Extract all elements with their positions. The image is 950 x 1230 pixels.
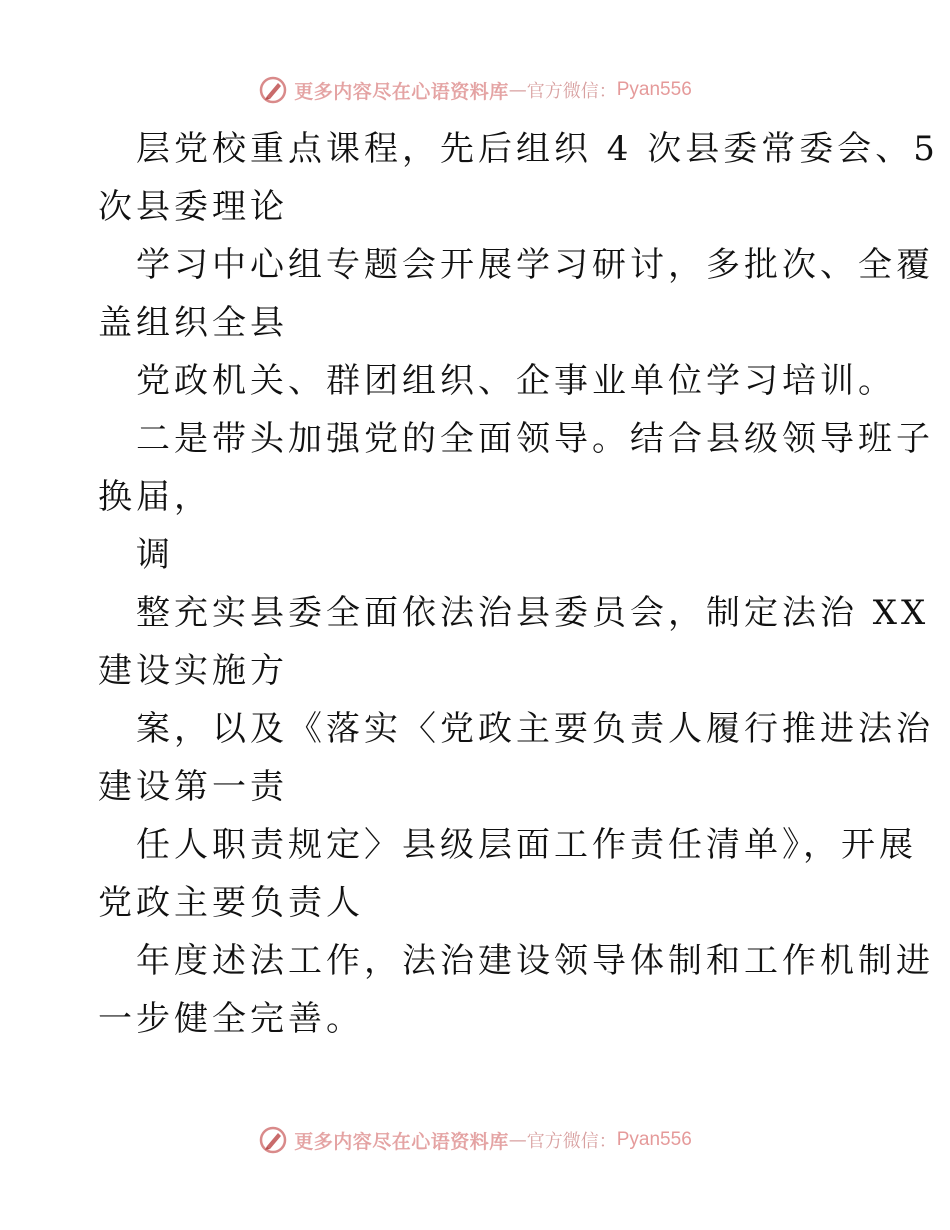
watermark-official-label: 官方微信：	[526, 1131, 617, 1152]
text-line: 党政机关、群团组织、企事业单位学习培训。	[136, 361, 896, 401]
pen-logo-icon	[258, 1125, 288, 1155]
watermark-wechat-id: Pyan556	[616, 1129, 692, 1150]
text-line: 二是带头加强党的全面领导。结合县级领导班子	[136, 419, 934, 459]
text-line: 次县委理论	[98, 187, 288, 227]
watermark-wechat-id: Pyan556	[616, 79, 692, 100]
text-line: 建设实施方	[98, 651, 288, 691]
watermark-text: 更多内容尽在心语资料库	[294, 1130, 509, 1153]
text-line: 党政主要负责人	[98, 883, 364, 923]
text-line: 整充实县委全面依法治县委员会，制定法治 XX	[136, 593, 930, 633]
text-line: 一步健全完善。	[98, 999, 364, 1039]
document-body	[98, 120, 939, 1048]
footer-watermark	[0, 1120, 950, 1160]
pen-logo-icon	[258, 75, 288, 105]
text-line: 任人职责规定〉县级层面工作责任清单》，开展	[136, 825, 917, 865]
watermark-separator: —	[508, 79, 527, 101]
text-line: 案，以及《落实〈党政主要负责人履行推进法治	[136, 709, 934, 749]
text-line: 换届，	[98, 477, 212, 517]
text-line: 层党校重点课程，先后组织 4 次县委常委会、5	[136, 129, 939, 169]
text-line: 盖组织全县	[98, 303, 288, 343]
text-line: 学习中心组专题会开展学习研讨，多批次、全覆	[136, 245, 934, 285]
header-watermark	[0, 70, 950, 110]
watermark-text: 更多内容尽在心语资料库	[294, 80, 509, 103]
text-line: 调	[136, 535, 174, 575]
text-line: 年度述法工作，法治建设领导体制和工作机制进	[136, 941, 934, 981]
text-line: 建设第一责	[98, 767, 288, 807]
watermark-official-label: 官方微信：	[526, 81, 617, 102]
watermark-separator: —	[508, 1129, 527, 1151]
